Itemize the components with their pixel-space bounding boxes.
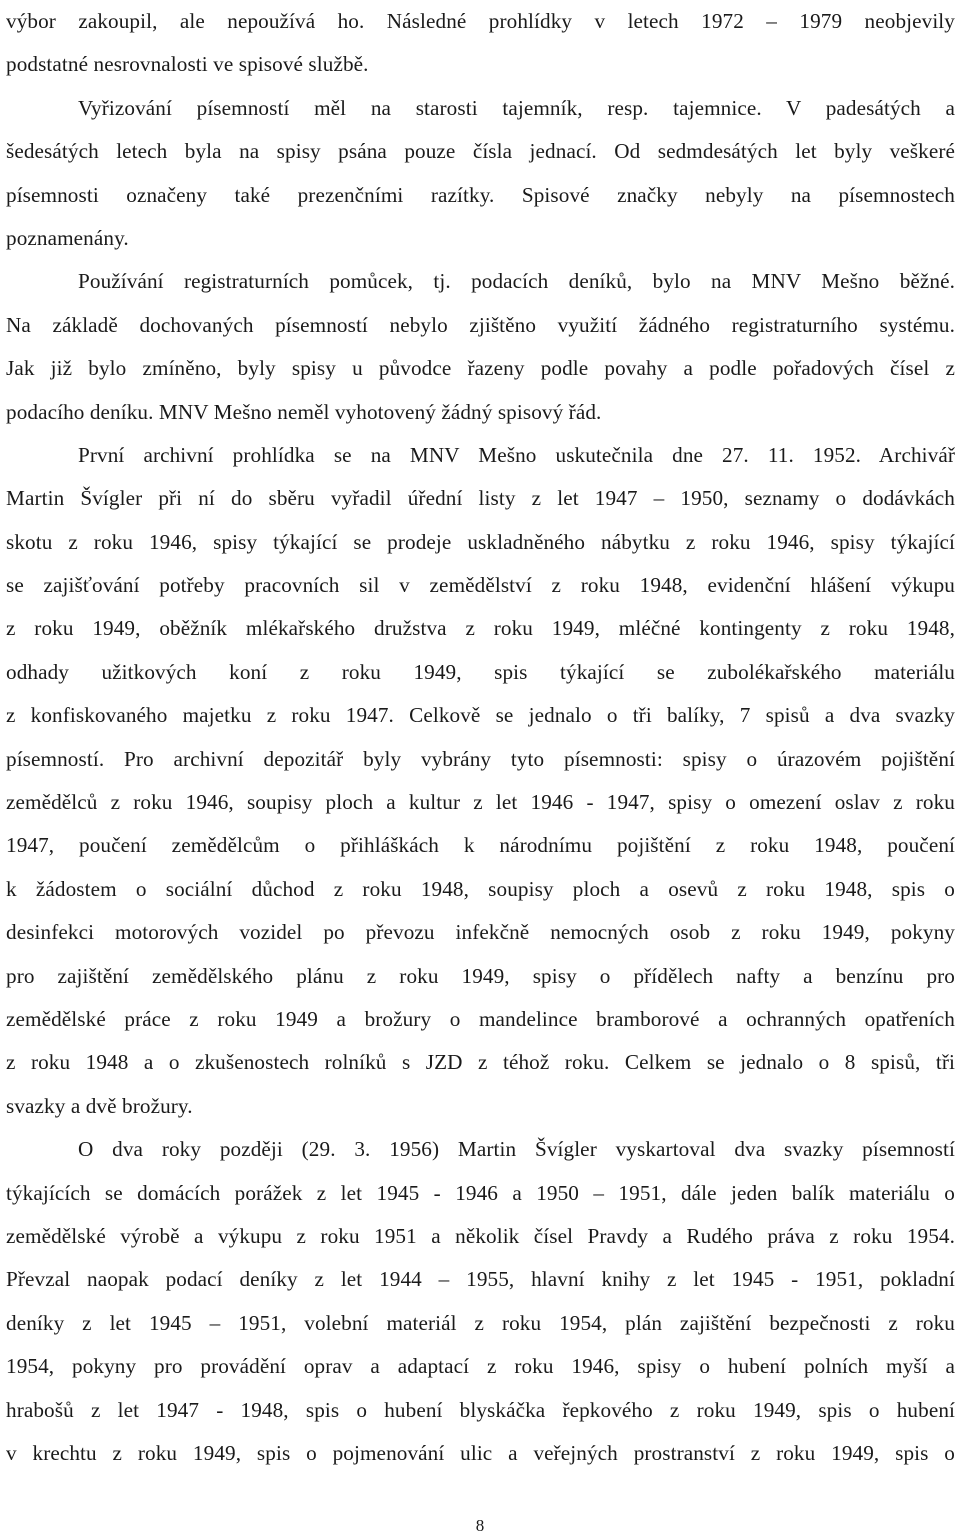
page-number: 8: [475, 1516, 485, 1535]
body-text: [6, 0, 955, 1475]
text-line: z konfiskovaného majetku z roku 1947. Celkově se jednalo o tři balíky, 7 spisů a dva svazky: [6, 703, 955, 728]
text-line: skotu z roku 1946, spisy týkající se prodeje uskladněného nábytku z roku 1946, spisy týkající: [6, 529, 955, 554]
text-line: O dva roky později (29. 3. 1956) Martin Švígler vyskartoval dva svazky písemností: [78, 1137, 955, 1162]
text-line: pro zajištění zemědělského plánu z roku 1949, spisy o přídělech nafty a benzínu pro: [6, 963, 955, 988]
text-line: zemědělské výrobě a výkupu z roku 1951 a několik čísel Pravdy a Rudého práva z roku 1954.: [6, 1223, 955, 1248]
text-line: se zajišťování potřeby pracovních sil v zemědělství z roku 1948, evidenční hlášení výkupu: [6, 573, 955, 598]
text-line: desinfekci motorových vozidel po převozu infekčně nemocných osob z roku 1949, pokyny: [6, 920, 955, 945]
text-line: z roku 1948 a o zkušenostech rolníků s JZD z téhož roku. Celkem se jednalo o 8 spisů, tři: [6, 1050, 955, 1075]
text-line: zemědělské práce z roku 1949 a brožury o mandelince bramborové a ochranných opatřeních: [6, 1006, 955, 1031]
text-line: Používání registraturních pomůcek, tj. podacích deníků, bylo na MNV Mešno běžné.: [78, 269, 955, 294]
text-line: Jak již bylo zmíněno, byly spisy u původce řazeny podle povahy a podle pořadových čísel z: [6, 356, 955, 381]
text-line: z roku 1949, oběžník mlékařského družstva z roku 1949, mléčné kontingenty z roku 1948,: [6, 616, 955, 641]
text-line: k žádostem o sociální důchod z roku 1948, soupisy ploch a osevů z roku 1948, spis o: [6, 876, 955, 901]
text-line: 1947, poučení zemědělcům o přihláškách k národnímu pojištění z roku 1948, poučení: [6, 833, 955, 858]
text-line: v krechtu z roku 1949, spis o pojmenování ulic a veřejných prostranství z roku 1949, spis o: [6, 1440, 955, 1465]
text-line: Vyřizování písemností měl na starosti tajemník, resp. tajemnice. V padesátých a: [78, 95, 955, 120]
text-line: První archivní prohlídka se na MNV Mešno uskutečnila dne 27. 11. 1952. Archivář: [78, 442, 955, 467]
text-line: písemnosti označeny také prezenčními razítky. Spisové značky nebyly na písemnostech: [6, 182, 955, 207]
text-line: Převzal naopak podací deníky z let 1944 – 1955, hlavní knihy z let 1945 - 1951, pokladní: [6, 1267, 955, 1292]
text-line: hrabošů z let 1947 - 1948, spis o hubení blyskáčka řepkového z roku 1949, spis o hubení: [6, 1397, 955, 1422]
text-line: podstatné nesrovnalosti ve spisové službě.: [6, 52, 369, 77]
text-line: 1954, pokyny pro provádění oprav a adaptací z roku 1946, spisy o hubení polních myší a: [6, 1354, 955, 1379]
text-line: výbor zakoupil, ale nepoužívá ho. Následné prohlídky v letech 1972 – 1979 neobjevily: [6, 9, 955, 33]
text-line: zemědělců z roku 1946, soupisy ploch a kultur z let 1946 - 1947, spisy o omezení oslav z roku: [6, 790, 955, 815]
text-line: deníky z let 1945 – 1951, volební materiál z roku 1954, plán zajištění bezpečnosti z roku: [6, 1310, 955, 1335]
text-line: Na základě dochovaných písemností nebylo zjištěno využití žádného registraturního systému.: [6, 312, 955, 337]
text-line: poznamenány.: [6, 225, 129, 250]
text-line: týkajících se domácích porážek z let 1945 - 1946 a 1950 – 1951, dále jeden balík materiálu o: [6, 1180, 955, 1205]
text-line: podacího deníku. MNV Mešno neměl vyhotovený žádný spisový řád.: [6, 399, 602, 424]
text-line: svazky a dvě brožury.: [6, 1093, 193, 1118]
text-line: odhady užitkových koní z roku 1949, spis týkající se zubolékařského materiálu: [6, 659, 955, 684]
text-line: Martin Švígler při ní do sběru vyřadil úřední listy z let 1947 – 1950, seznamy o dodávkách: [6, 486, 955, 511]
text-line: písemností. Pro archivní depozitář byly vybrány tyto písemnosti: spisy o úrazovém pojištění: [6, 746, 955, 771]
text-line: šedesátých letech byla na spisy psána pouze čísla jednací. Od sedmdesátých let byly veškeré: [6, 139, 955, 164]
